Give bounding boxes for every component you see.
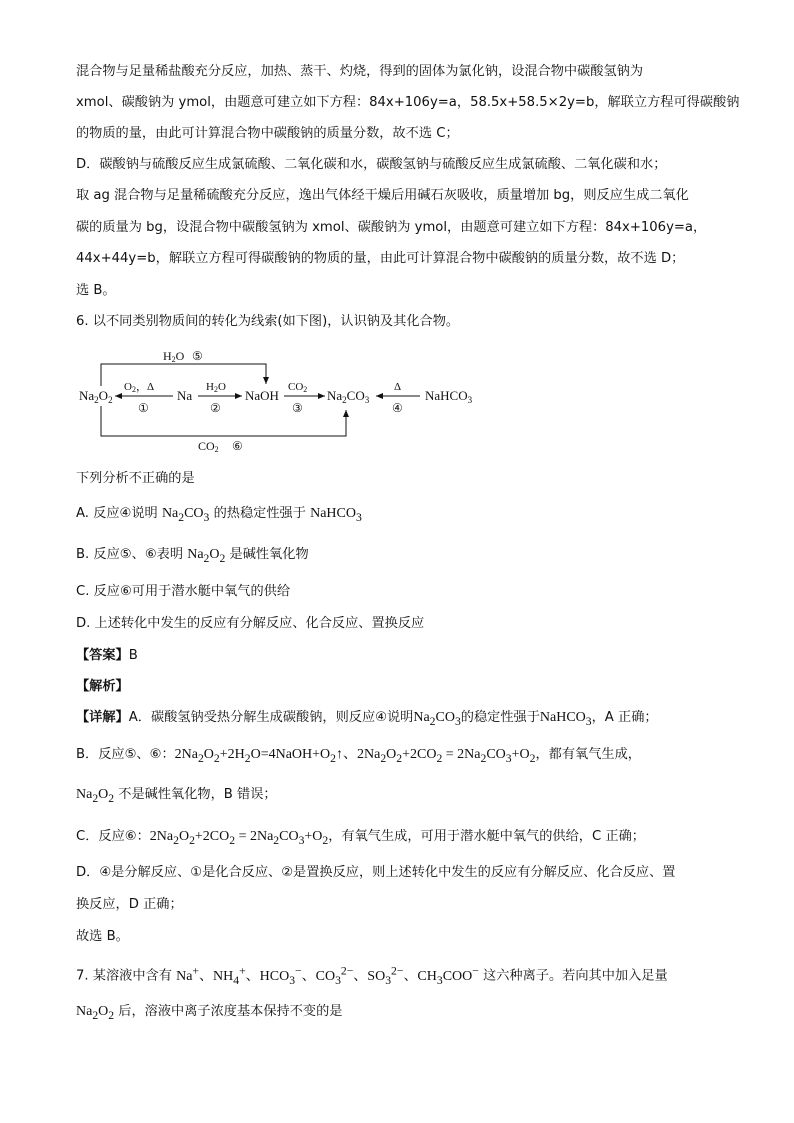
species-na2co3: $Na_2CO_3$ <box>327 388 370 405</box>
text-line: 取 ag 混合物与足量稀硫酸充分反应，逸出气体经干燥后用碱石灰吸收，质量增加 bg，则反应生成二氧化 <box>76 188 689 203</box>
label-reaction-3: ③ <box>292 401 303 415</box>
explanation-c: C．反应⑥：$2Na_2O_2+2CO_2 = 2Na_2CO_3+O_2$，有氧气生成，可用于潜水艇中氧气的供给，C 正确； <box>76 829 645 847</box>
text-line: 的物质的量，由此可计算混合物中碳酸钠的质量分数，故不选 C； <box>76 126 459 141</box>
label-reaction-2: ② <box>210 401 221 415</box>
explanation-d-line2: 换反应，D 正确； <box>76 897 183 912</box>
explanation-b-line2: $Na_2O_2$ 不是碱性氧化物，B 错误； <box>76 787 277 805</box>
answer-value: B <box>128 648 138 663</box>
text-line: 混合物与足量稀盐酸充分反应，加热、蒸干、灼烧，得到的固体为氯化钠，设混合物中碳酸氢钠为 <box>76 64 644 79</box>
explanation-d-line1: D．④是分解反应、①是化合反应、②是置换反应，则上述转化中发生的反应有分解反应、化合反应、置 <box>76 865 676 880</box>
question-7-line2: $Na_2O_2$ 后，溶液中离子浓度基本保持不变的是 <box>76 1004 343 1022</box>
condition-reaction-3: CO2 <box>288 381 308 394</box>
explanation-a: 【详解】A．碳酸氢钠受热分解生成碳酸钠，则反应④说明$Na_2CO_3$的稳定性强于NaHCO$_3$，A 正确； <box>76 710 658 728</box>
condition-reaction-6: CO2 <box>198 439 219 454</box>
species-nahco3: NaHCO$_3$ <box>425 388 473 405</box>
label-reaction-1: ① <box>138 401 149 415</box>
species-na2o2: $Na_2O_2$ <box>79 388 113 405</box>
label-reaction-6: ⑥ <box>232 439 243 453</box>
option-b: B. 反应⑤、⑥表明 $Na_2O_2$ 是碱性氧化物 <box>76 547 309 565</box>
answer-label: 【答案】 <box>76 648 129 663</box>
question-7-line1: 7. 某溶液中含有 Na+、$NH_4^+$、$HCO_3^-$、$CO_3^{2-}$、$SO_3^{2-}$、$CH_3COO^-$ 这六种离子。若向其中加入足量 <box>76 964 668 987</box>
condition-reaction-2: H2O <box>206 381 226 394</box>
conclusion: 故选 B。 <box>76 929 129 944</box>
text-line: xmol、碳酸钠为 ymol，由题意可建立如下方程：84x+106y=a，58.5x+58.5×2y=b，解联立方程可得碳酸钠 <box>76 95 740 110</box>
condition-reaction-4: Δ <box>394 381 402 393</box>
label-reaction-5: ⑤ <box>192 349 203 363</box>
text-line: 44x+44y=b，解联立方程可得碳酸钠的物质的量，由此可计算混合物中碳酸钠的质量分数，故不选 D； <box>76 251 685 266</box>
species-naoh: NaOH <box>245 388 279 403</box>
question-6-prompt: 下列分析不正确的是 <box>76 471 195 486</box>
option-d: D. 上述转化中发生的反应有分解反应、化合反应、置换反应 <box>76 616 425 631</box>
option-a: A. 反应④说明 $Na_2CO_3$ 的热稳定性强于 NaHCO$_3$ <box>76 506 362 524</box>
condition-reaction-1: O2，Δ <box>124 381 155 394</box>
condition-reaction-5: H2O <box>163 349 185 364</box>
answer-line <box>76 647 138 665</box>
analysis-label: 【解析】 <box>76 679 129 694</box>
text-line: D．碳酸钠与硫酸反应生成氯硫酸、二氧化碳和水，碳酸氢钠与硫酸反应生成氯硫酸、二氧化碳和水； <box>76 157 667 172</box>
text-line: 选 B。 <box>76 283 116 298</box>
label-reaction-4: ④ <box>392 401 403 415</box>
question-6-stem: 6. 以不同类别物质间的转化为线索(如下图)，认识钠及其化合物。 <box>76 314 460 329</box>
option-c: C. 反应⑥可用于潜水艇中氧气的供给 <box>76 584 291 599</box>
text-line: 碳的质量为 bg，设混合物中碳酸氢钠为 xmol、碳酸钠为 ymol，由题意可建立如下方程：84x+106y=a， <box>76 220 707 235</box>
explanation-b-line1: B．反应⑤、⑥：$2Na_2O_2+2H_2O=4NaOH+O_2↑$、$2Na_2O_2+2CO_2 = 2Na_2CO_3+O_2$，都有氧气生成， <box>76 747 641 765</box>
sodium-conversion-diagram <box>70 342 490 454</box>
species-na: Na <box>177 388 193 403</box>
